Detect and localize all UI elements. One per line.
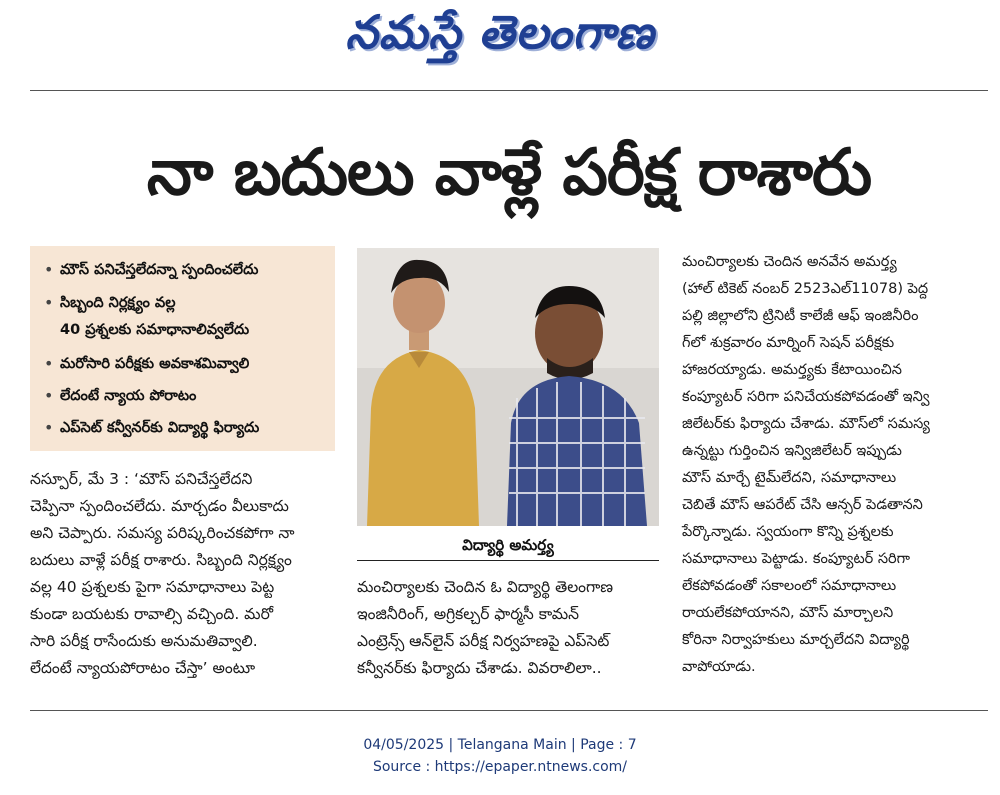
student-photo — [357, 248, 659, 526]
highlights-box — [30, 246, 335, 451]
footer-divider — [30, 710, 988, 711]
text-line: లేకపోవడంతో సకాలంలో సమాధానాలు — [682, 578, 897, 594]
text-line: ఇంజినీరింగ్‌, అగ్రికల్చర్‌ ఫార్మసీ కామన్‌ — [357, 605, 579, 623]
text-line: గ్‌లో శుక్రవారం మార్నింగ్‌ సెషన్‌ పరీక్షకు — [682, 335, 895, 351]
masthead-divider — [30, 90, 988, 91]
footer-edition-info: 04/05/2025 | Telangana Main | Page : 7 — [363, 737, 637, 753]
text-line: మంచిర్యాలకు చెందిన అనవేన అమర్త్య — [682, 254, 897, 270]
highlight-item: సిబ్బంది నిర్లక్ష్యం వల్ల — [60, 295, 176, 311]
footer-source-link[interactable]: Source : https://epaper.ntnews.com/ — [372, 759, 628, 775]
caption-divider — [357, 560, 659, 561]
highlight-item: లేదంటే న్యాయ పోరాటం — [60, 388, 197, 404]
text-line: జిలేటర్‌కు ఫిర్యాదు చేశాడు. మౌస్‌లో సమస్య — [682, 416, 930, 432]
text-line: ఎంట్రెన్స్‌ ఆన్‌లైన్‌ పరీక్ష నిర్వహణపై ఎప్‌సెట్‌ — [357, 632, 610, 650]
text-line: నస్పూర్‌, మే 3 : ‘మౌస్‌ పనిచేస్తలేదని — [30, 470, 253, 488]
text-line: లేదంటే న్యాయపోరాటం చేస్తా’ అంటూ — [30, 659, 256, 677]
text-line: చెప్పినా స్పందించలేదు. మార్చడం వీలుకాదు — [30, 497, 289, 515]
text-line: కన్వీనర్‌కు ఫిర్యాదు చేశాడు. వివరాలిలా.. — [357, 659, 602, 677]
bullet-icon: • — [44, 386, 54, 405]
text-line: కంప్యూటర్‌ సరిగా పనిచేయకపోవడంతో ఇన్వి — [682, 389, 930, 405]
text-line: పల్లి జిల్లాలోని ట్రినిటీ కాలేజీ ఆఫ్‌ ఇంజినీరిం — [682, 308, 919, 324]
text-line: రాయలేకపోయానని, మౌస్‌ మార్చాలని — [682, 605, 894, 621]
masthead-title: నమస్తే తెలంగాణ — [345, 5, 655, 59]
text-line: ఉన్నట్టు గుర్తించిన ఇన్విజిలేటర్‌ ఇప్పుడు — [682, 443, 902, 459]
bullet-icon: • — [44, 260, 54, 279]
right-column-text — [682, 249, 988, 681]
middle-column-text — [357, 574, 662, 682]
headline-text: నా బదులు వాళ్లే పరీక్ష రాశారు — [146, 135, 872, 210]
text-line: వాపోయాడు. — [682, 659, 756, 675]
text-line: అని చెప్పారు. సమస్య పరిష్కరించకపోగా నా — [30, 524, 295, 542]
text-line: హాజరయ్యాడు. అమర్త్యకు కేటాయించిన — [682, 362, 902, 378]
highlight-item: ఎప్‌సెట్‌ కన్వీనర్‌కు విద్యార్థి ఫిర్యాదు — [60, 420, 260, 436]
photo-caption: విద్యార్థి అమర్త్య — [462, 536, 554, 554]
text-line: మంచిర్యాలకు చెందిన ఓ విద్యార్థి తెలంగాణ — [357, 578, 614, 596]
highlight-item: మరోసారి పరీక్షకు అవకాశమివ్వాలి — [60, 356, 250, 372]
text-line: మౌస్‌ మార్చే టైమ్‌లేదని, సమాధానాలు — [682, 470, 897, 486]
text-line: పేర్కొన్నాడు. స్వయంగా కొన్ని ప్రశ్నలకు — [682, 524, 894, 540]
text-line: సారి పరీక్ష రాసేందుకు అనుమతివ్వాలి. — [30, 632, 258, 650]
bullet-icon: • — [44, 354, 54, 373]
left-column-text — [30, 466, 340, 682]
text-line: సమాధానాలు పెట్టాడు. కంప్యూటర్‌ సరిగా — [682, 551, 910, 567]
text-line: వల్ల 40 ప్రశ్నలకు పైగా సమాధానాలు పెట్ట — [30, 578, 275, 596]
text-line: కోరినా నిర్వాహకులు మార్చలేదని విద్యార్థి — [682, 632, 910, 648]
highlight-item: మౌస్‌ పనిచేస్తలేదన్నా స్పందించలేదు — [60, 262, 259, 278]
highlight-item: 40 ప్రశ్నలకు సమాధానాలివ్వలేదు — [60, 322, 250, 338]
text-line: కుండా బయటకు రావాల్సి వచ్చింది. మరో — [30, 605, 274, 623]
text-line: చెబితే మౌస్‌ ఆపరేట్‌ చేసి ఆన్సర్‌ పెడతానని — [682, 497, 923, 513]
bullet-icon: • — [44, 293, 54, 312]
article-headline — [30, 128, 988, 232]
text-line: (హాల్‌ టికెట్‌ నంబర్‌ 2523ఎల్‌11078) పెద్ద — [682, 281, 929, 297]
photo-illustration — [357, 248, 659, 526]
bullet-icon: • — [44, 418, 54, 437]
text-line: బదులు వాళ్లే పరీక్ష రాశారు. సిబ్బంది నిర్లక్ష్యం — [30, 551, 292, 569]
newspaper-masthead — [290, 2, 710, 74]
